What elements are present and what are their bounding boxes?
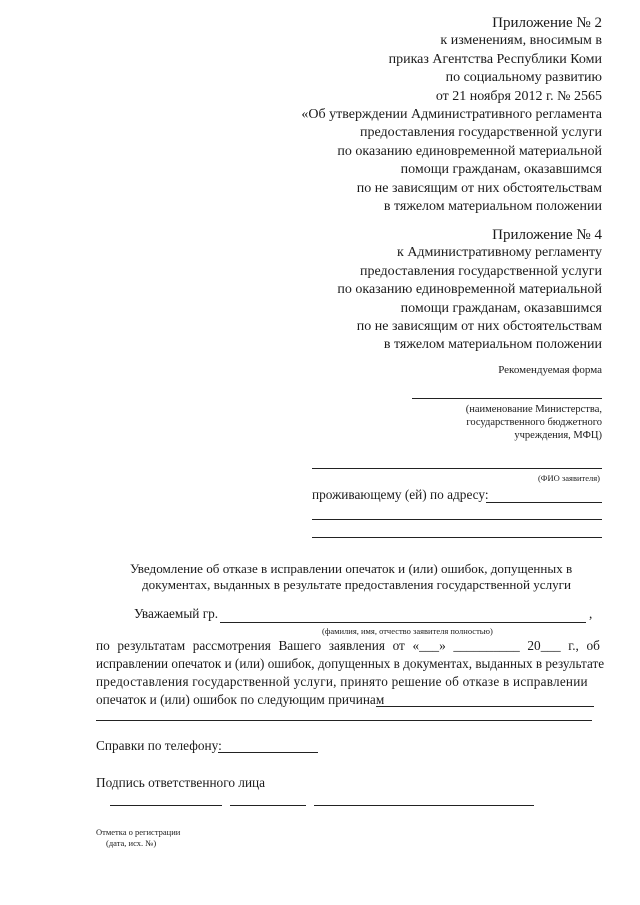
date-month-field: __________ <box>453 638 520 653</box>
organization-line <box>412 398 602 399</box>
registration-mark-line-1: Отметка о регистрации <box>96 827 181 837</box>
appendix-2-line: предоставления государственной услуги <box>360 125 602 141</box>
fullname-caption: (фамилия, имя, отчество заявителя полностью) <box>322 626 493 636</box>
phone-label: Справки по телефону: <box>96 738 222 753</box>
address-line-1 <box>486 502 602 503</box>
organization-caption-line: учреждения, МФЦ) <box>514 430 602 441</box>
signature-label: Подпись ответственного лица <box>96 775 266 790</box>
appendix-2-line: по социальному развитию <box>445 70 602 86</box>
address-line-2 <box>312 519 602 520</box>
appendix-2-line: к изменениям, вносимым в <box>440 33 602 49</box>
appendix-2-line: «Об утверждении Административного регламента <box>301 107 602 123</box>
appendix-2-header <box>301 14 602 216</box>
reason-line-1 <box>376 706 594 707</box>
recommended-form-label: Рекомендуемая форма <box>498 364 602 376</box>
body-word: г., <box>568 638 579 653</box>
date-day-field: «___» <box>412 638 446 653</box>
appendix-4-line: в тяжелом материальном положении <box>383 337 602 353</box>
applicant-caption: (ФИО заявителя) <box>537 473 600 483</box>
organization-caption-line: (наименование Министерства, <box>465 404 602 415</box>
appendix-2-line: по оказанию единовременной материальной <box>337 143 602 159</box>
appendix-2-line: Приложение № 2 <box>492 15 602 31</box>
appendix-4-line: по оказанию единовременной материальной <box>337 282 602 298</box>
body-word: Вашего <box>278 638 322 653</box>
body-line-2: исправлении опечаток и (или) ошибок, допущенных в документах, выданных в результате <box>96 656 605 671</box>
appendix-2-line: помощи гражданам, оказавшимся <box>400 162 602 178</box>
appendix-4-line: помощи гражданам, оказавшимся <box>400 300 602 316</box>
body-line-3: предоставления государственной услуги, принято решение об отказе в исправлении <box>96 674 588 689</box>
appendix-2-line: в тяжелом материальном положении <box>383 199 602 215</box>
notice-title-line-2: документах, выданных в результате предоставления государственной услуги <box>142 577 572 592</box>
body-line-4: опечаток и (или) ошибок по следующим причинам <box>96 692 385 707</box>
notice-title-line-1: Уведомление об отказе в исправлении опечаток и (или) ошибок, допущенных в <box>130 561 573 576</box>
signature-line-3 <box>314 805 534 806</box>
date-year-field: 20___ <box>527 638 561 653</box>
body-word: результатам <box>117 638 186 653</box>
applicant-fullname-line <box>220 622 586 623</box>
organization-caption <box>466 403 602 442</box>
appendix-2-line: по не зависящим от них обстоятельствам <box>356 180 602 196</box>
signature-line-2 <box>230 805 306 806</box>
appendix-2-line: от 21 ноября 2012 г. № 2565 <box>435 88 602 104</box>
body-word: об <box>586 638 600 653</box>
body-word: заявления <box>328 638 385 653</box>
body-word: рассмотрения <box>192 638 271 653</box>
address-label: проживающему (ей) по адресу: <box>312 487 489 502</box>
appendix-2-line: приказ Агентства Республики Коми <box>388 51 602 67</box>
registration-mark-line-2: (дата, исх. №) <box>106 838 157 848</box>
signature-line-1 <box>110 805 222 806</box>
body-line-1 <box>96 638 600 654</box>
applicant-name-line <box>312 468 602 469</box>
appendix-4-line: к Административному регламенту <box>397 245 602 261</box>
appendix-4-line: предоставления государственной услуги <box>360 263 602 279</box>
salutation-comma: , <box>589 606 593 621</box>
appendix-4-header <box>337 226 602 355</box>
salutation-label: Уважаемый гр. <box>134 606 219 621</box>
body-word: от <box>392 638 405 653</box>
organization-caption-line: государственного бюджетного <box>466 417 602 428</box>
reason-line-2 <box>96 720 592 721</box>
phone-line <box>218 752 318 753</box>
appendix-4-line: Приложение № 4 <box>492 227 602 243</box>
appendix-4-line: по не зависящим от них обстоятельствам <box>356 319 602 335</box>
address-line-3 <box>312 537 602 538</box>
body-word: по <box>96 638 110 653</box>
